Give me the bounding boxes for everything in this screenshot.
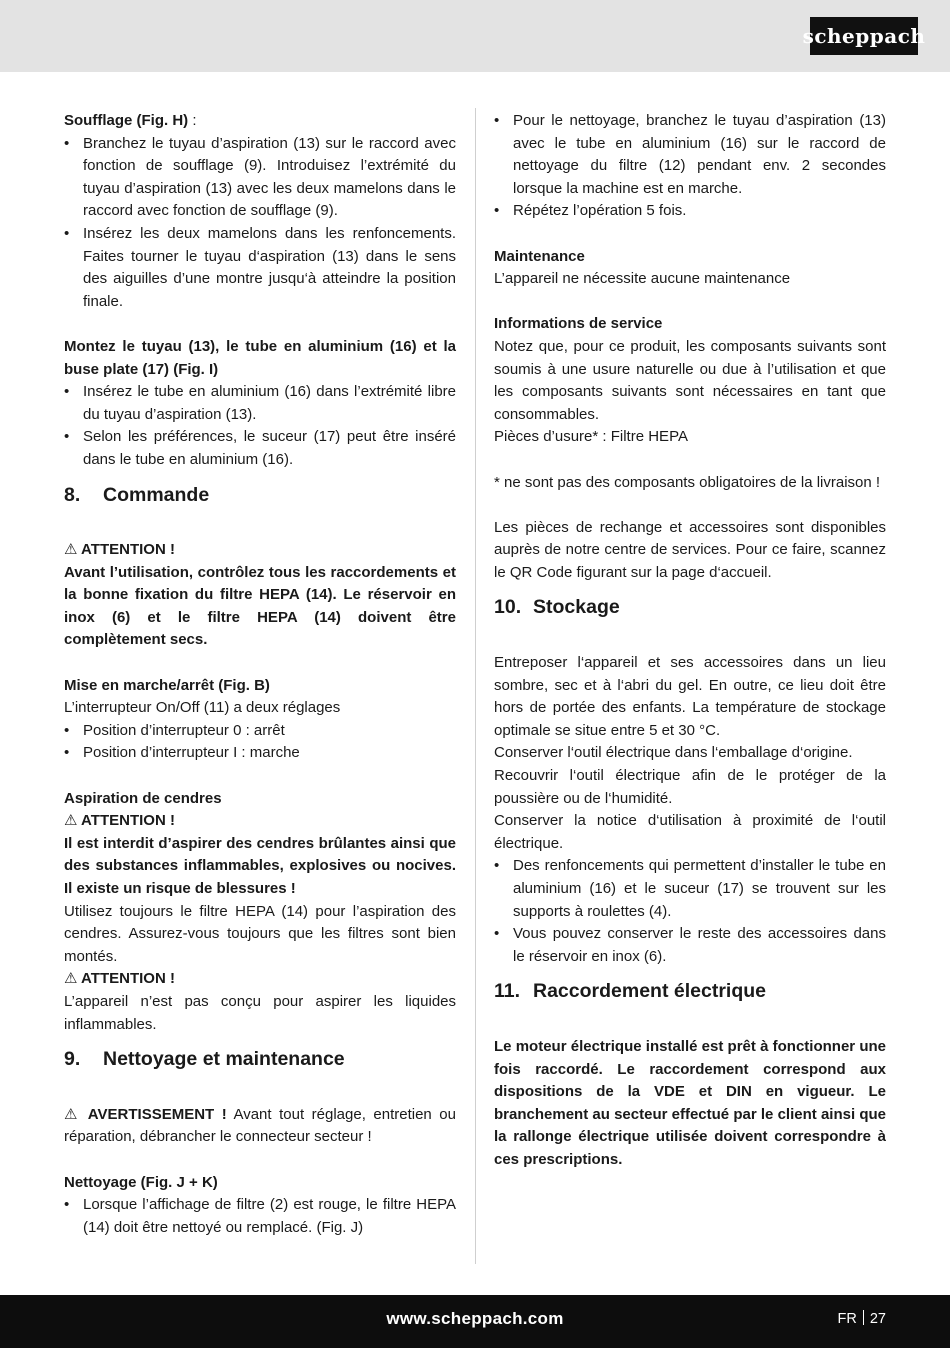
attention-label: ⚠ ATTENTION !	[64, 541, 175, 559]
pieces-text: Les pièces de rechange et accessoires sont disponibles auprès de notre centre de services. Pour ce faire, scannez le QR Code figurant sur la page d‘accueil.	[494, 518, 886, 581]
list-item: • Des renfoncements qui permettent d’installer le tube en aluminium (16) et le suceur (17) se trouvent sur les supports à roulettes (4).	[494, 855, 886, 923]
mise-en-marche-heading: Mise en marche/arrêt (Fig. B)	[64, 676, 270, 694]
list-item: • Position d’interrupteur I : marche	[64, 742, 456, 765]
left-column	[64, 110, 456, 1239]
attention-text: L’appareil n’est pas conçu pour aspirer les liquides inflammables.	[64, 992, 456, 1033]
page-separator	[863, 1310, 864, 1325]
attention-label: ⚠ ATTENTION !	[64, 970, 175, 988]
list-item: • Insérez les deux mamelons dans les renfoncements. Faites tourner le tuyau d‘aspiration (13) dans le sens des aiguilles d’une montre jusqu‘à atteindre la position finale.	[64, 223, 456, 313]
list-item: • Vous pouvez conserver le reste des accessoires dans le réservoir en inox (6).	[494, 923, 886, 968]
avertissement-paragraph: ⚠ AVERTISSEMENT ! Avant tout réglage, entretien ou réparation, débrancher le connecteur secteur !	[64, 1105, 456, 1146]
nettoyage-list	[64, 1194, 456, 1239]
nettoyage-list-continued	[494, 110, 886, 223]
service-text: Notez que, pour ce produit, les composants suivants sont soumis à une usure naturelle ou due à l’utilisation et que les composants suivants sont nécessaires en tant que consommables.	[494, 337, 886, 423]
stockage-list	[494, 855, 886, 968]
language-code: FR	[837, 1311, 857, 1327]
list-item: • Insérez le tube en aluminium (16) dans l’extrémité libre du tuyau d’aspiration (13).	[64, 381, 456, 426]
soufflage-heading: Soufflage (Fig. H) :	[64, 112, 197, 129]
montez-heading: Montez le tuyau (13), le tube en aluminium (16) et la buse plate (17) (Fig. I)	[64, 337, 456, 378]
aspiration-heading: Aspiration de cendres	[64, 789, 222, 807]
brand-logo: scheppach	[810, 17, 918, 55]
list-item: • Lorsque l’affichage de filtre (2) est rouge, le filtre HEPA (14) doit être nettoyé ou remplacé. (Fig. J)	[64, 1194, 456, 1239]
maintenance-heading: Maintenance	[494, 247, 585, 265]
section-heading-raccordement: 11. Raccordement électrique	[494, 980, 767, 1003]
section-heading-stockage: 10. Stockage	[494, 596, 620, 619]
stockage-paragraph: Entreposer l‘appareil et ses accessoires dans un lieu sombre, sec et à l‘abri du gel. En outre, ce lieu doit être hors de portée des enfants. La température de stockage optimale se situe entre 5 et 30 °C.	[494, 654, 886, 739]
page-footer	[0, 1295, 950, 1348]
section-heading-nettoyage-maintenance: 9. Nettoyage et maintenance	[64, 1048, 345, 1071]
attention-text: Il est interdit d’aspirer des cendres brûlantes ainsi que des substances inflammables, explosives ou nocives. Il existe un risque de blessures !	[64, 834, 456, 897]
list-item: • Position d’interrupteur 0 : arrêt	[64, 720, 456, 743]
mise-en-marche-list	[64, 720, 456, 765]
list-item: • Répétez l’opération 5 fois.	[494, 200, 886, 223]
stockage-paragraph: Conserver l‘outil électrique dans l‘emballage d‘origine.	[494, 744, 853, 762]
stockage-paragraph: Conserver la notice d‘utilisation à proximité de l‘outil électrique.	[494, 812, 886, 852]
maintenance-text: L’appareil ne nécessite aucune maintenance	[494, 270, 791, 288]
page-header	[0, 0, 950, 72]
attention-label: ⚠ ATTENTION !	[64, 812, 175, 830]
footnote-text: * ne sont pas des composants obligatoires de la livraison !	[494, 473, 881, 491]
montez-list	[64, 381, 456, 471]
list-item: • Branchez le tuyau d’aspiration (13) sur le raccord avec fonction de soufflage (9). Introduisez l’extrémité du tuyau d’aspiration (13) avec les deux mamelons dans le raccord avec fonction de soufflage (9).	[64, 133, 456, 223]
nettoyage-heading: Nettoyage (Fig. J + K)	[64, 1173, 218, 1191]
stockage-paragraph: Recouvrir l‘outil électrique afin de le protéger de la poussière ou de l‘humidité.	[494, 767, 886, 807]
aspiration-text: Utilisez toujours le filtre HEPA (14) pour l’aspiration des cendres. Assurez-vous toujours que les filtres sont bien montés.	[64, 902, 456, 965]
page-number-value: 27	[869, 1311, 886, 1327]
raccordement-text: Le moteur électrique installé est prêt à fonctionner une fois raccordé. Le raccordement correspond aux dispositions de la VDE et DIN en vigueur. Le branchement au secteur effectué par le client ainsi que la rallonge électrique utilisée doivent correspondre à ces prescriptions.	[494, 1037, 886, 1168]
column-divider	[475, 108, 476, 1264]
list-item: • Selon les préférences, le suceur (17) peut être inséré dans le tube en aluminium (16).	[64, 426, 456, 471]
usure-text: Pièces d’usure* : Filtre HEPA	[494, 428, 688, 446]
mise-en-marche-text: L’interrupteur On/Off (11) a deux réglages	[64, 699, 341, 717]
attention-text: Avant l’utilisation, contrôlez tous les raccordements et la bonne fixation du filtre HEPA (14). Le réservoir en inox (6) et le filtre HEPA (14) doivent être complètement secs.	[64, 563, 456, 649]
service-heading: Informations de service	[494, 315, 663, 333]
page-number	[838, 1310, 886, 1327]
website-link[interactable]: www.scheppach.com	[386, 1309, 564, 1328]
right-column	[494, 110, 886, 1172]
list-item: • Pour le nettoyage, branchez le tuyau d’aspiration (13) avec le tube en aluminium (16) sur le raccord de nettoyage du filtre (12) pendant env. 2 secondes lorsque la machine est en marche.	[494, 110, 886, 200]
soufflage-list	[64, 133, 456, 314]
section-heading-commande: 8. Commande	[64, 483, 210, 506]
